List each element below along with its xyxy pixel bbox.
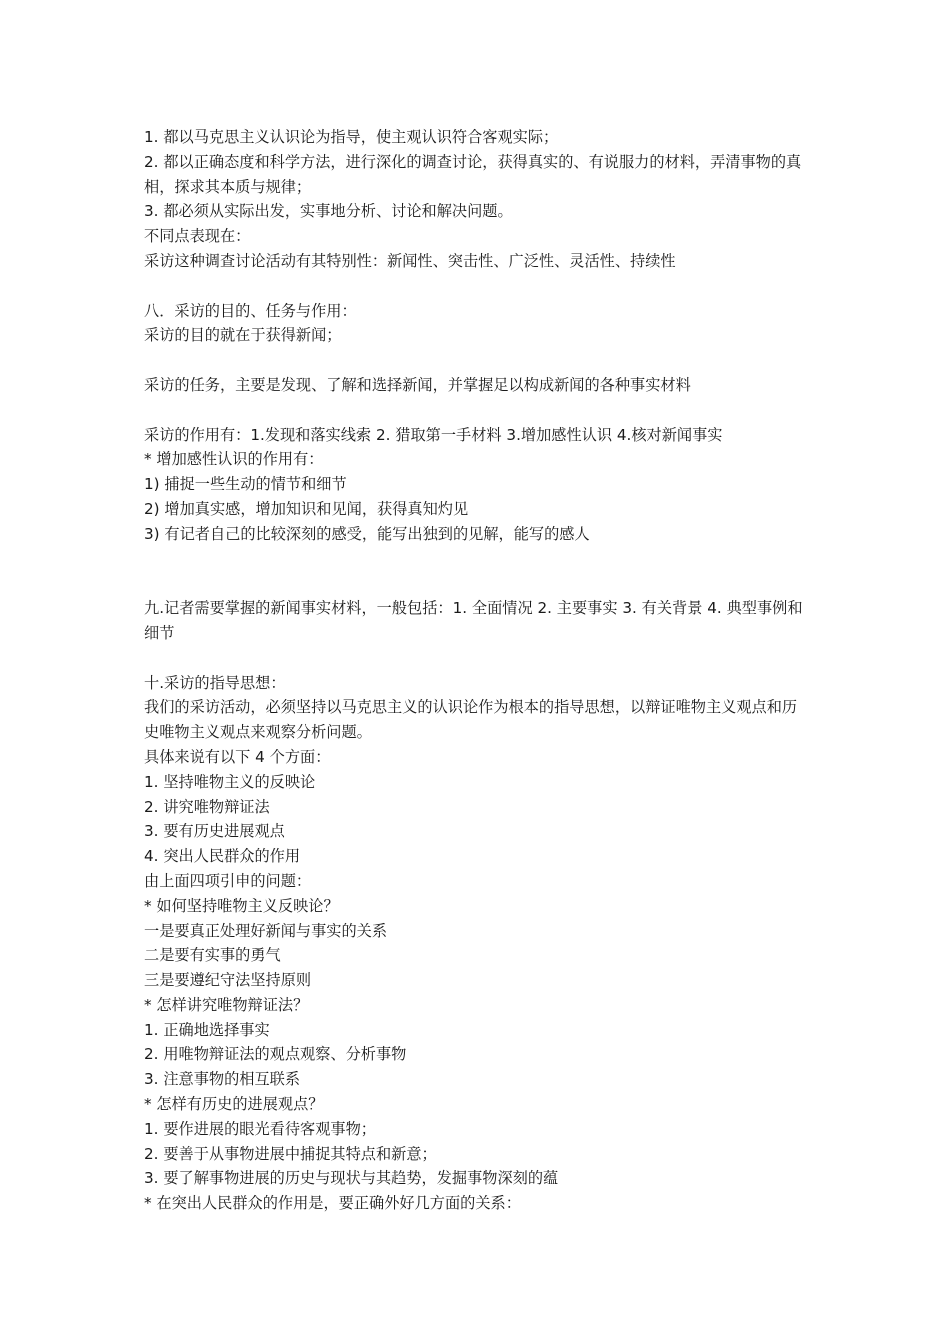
text-line: 1) 捕捉一些生动的情节和细节 [144, 475, 347, 494]
text-line: 3) 有记者自己的比较深刻的感受，能写出独到的见解，能写的感人 [144, 524, 590, 543]
blank-line [144, 547, 808, 572]
text-line: 3. 注意事物的相互联系 [144, 1070, 301, 1089]
section-heading: 十.采访的指导思想： [144, 673, 286, 692]
text-line: 采访的目的就在于获得新闻； [144, 326, 342, 345]
blank-line [144, 398, 808, 423]
section-heading: 八．采访的目的、任务与作用： [144, 301, 357, 320]
text-line: 1. 正确地选择事实 [144, 1020, 270, 1039]
text-line: 4. 突出人民群众的作用 [144, 847, 301, 866]
text-line: 三是要遵纪守法坚持原则 [144, 971, 312, 990]
text-line: 3. 要了解事物进展的历史与现状与其趋势，发掘事物深刻的蕴 [144, 1169, 559, 1188]
text-line: 3. 要有历史进展观点 [144, 822, 285, 841]
text-line: * 怎样有历史的进展观点？ [144, 1095, 324, 1114]
text-line: 2. 要善于从事物进展中捕捉其特点和新意； [144, 1144, 437, 1163]
section-heading: 九.记者需要掌握的新闻事实材料，一般包括：1. 全面情况 2. 主要事实 3. 有关背景 4. 典型事例和细节 [144, 599, 803, 642]
text-line: 1. 要作进展的眼光看待客观事物； [144, 1119, 376, 1138]
text-line: 由上面四项引申的问题： [144, 871, 312, 890]
text-line: 2. 讲究唯物辩证法 [144, 797, 270, 816]
text-line: 二是要有实事的勇气 [144, 946, 281, 965]
blank-line [144, 571, 808, 596]
blank-line [144, 646, 808, 671]
text-line: * 怎样讲究唯物辩证法？ [144, 995, 309, 1014]
text-line: 采访这种调查讨论活动有其特别性：新闻性、突击性、广泛性、灵活性、持续性 [144, 251, 676, 270]
text-line: 2. 都以正确态度和科学方法，进行深化的调查讨论，获得真实的、有说服力的材料，弄清事物的真相，探求其本质与规律； [144, 152, 802, 196]
text-line: 不同点表现在： [144, 227, 251, 246]
text-line: 1. 都以马克思主义认识论为指导，使主观认识符合客观实际； [144, 128, 559, 146]
text-line: 采访的作用有：1.发现和落实线索 2. 猎取第一手材料 3.增加感性认识 4.核对新闻事实 [144, 425, 723, 444]
text-line: * 如何坚持唯物主义反映论？ [144, 896, 339, 915]
text-line: * 增加感性认识的作用有： [144, 450, 324, 469]
blank-line [144, 274, 808, 299]
blank-line [144, 348, 808, 373]
document-page [144, 125, 808, 1216]
text-line: 我们的采访活动，必须坚持以马克思主义的认识论作为根本的指导思想，以辩证唯物主义观点和历史唯物主义观点来观察分析问题。 [144, 698, 798, 742]
text-line: 3. 都必须从实际出发，实事地分析、讨论和解决问题。 [144, 202, 513, 221]
text-line: 具体来说有以下 4 个方面： [144, 747, 331, 766]
text-line: * 在突出人民群众的作用是，要正确外好几方面的关系： [144, 1194, 521, 1213]
text-line: 一是要真正处理好新闻与事实的关系 [144, 921, 387, 940]
text-line: 采访的任务，主要是发现、了解和选择新闻，并掌握足以构成新闻的各种事实材料 [144, 375, 691, 394]
text-line: 2. 用唯物辩证法的观点观察、分析事物 [144, 1045, 407, 1064]
text-line: 1. 坚持唯物主义的反映论 [144, 772, 316, 791]
text-line: 2) 增加真实感，增加知识和见闻，获得真知灼见 [144, 499, 469, 518]
